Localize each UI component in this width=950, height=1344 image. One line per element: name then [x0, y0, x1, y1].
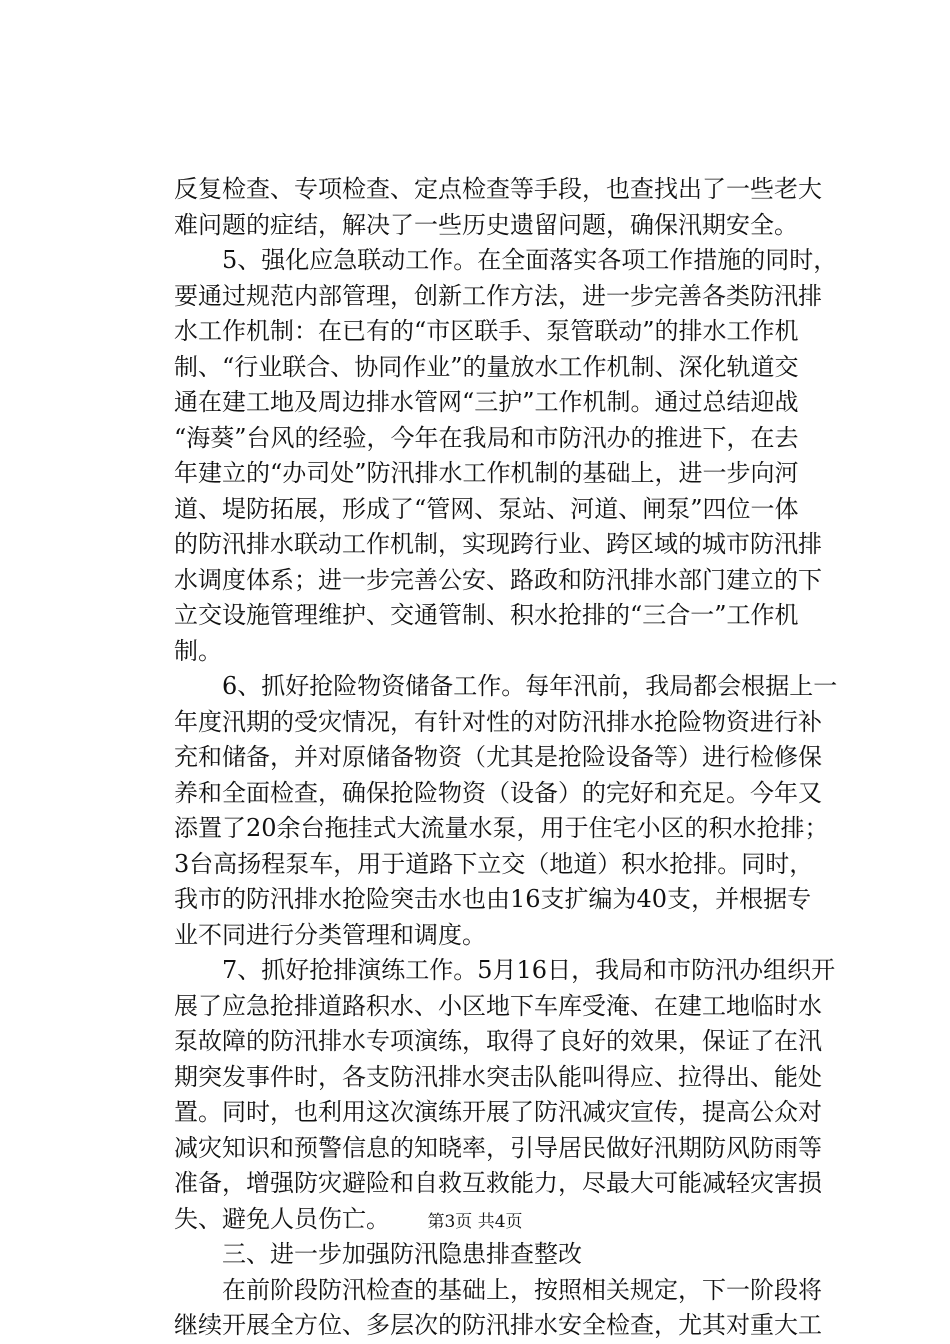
paragraph-start-line: 在前阶段防汛检查的基础上，按照相关规定，下一阶段将 — [222, 1275, 822, 1304]
section-heading: 三、进一步加强防汛隐患排查整改 — [222, 1240, 582, 1268]
text-line: 我市的防汛排水抢险突击水也由16支扩编为40支，并根据专 — [174, 885, 812, 913]
text-line: 置。同时，也利用这次演练开展了防汛减灾宣传，提高公众对 — [174, 1098, 822, 1126]
text-line: 添置了20余台拖挂式大流量水泵，用于住宅小区的积水抢排； — [174, 814, 829, 842]
text-line: 失、避免人员伤亡。 — [174, 1204, 390, 1233]
text-line: 道、堤防拓展，形成了“管网、泵站、河道、闸泵”四位一体 — [174, 494, 799, 523]
text-line: 准备，增强防灾避险和自救互救能力，尽最大可能减轻灾害损 — [174, 1169, 822, 1197]
text-line: 制、“行业联合、协同作业”的量放水工作机制、深化轨道交 — [174, 352, 799, 381]
text-line: 水工作机制：在已有的“市区联手、泵管联动”的排水工作机 — [174, 317, 799, 345]
text-line: 立交设施管理维护、交通管制、积水抢排的“三合一”工作机 — [174, 601, 799, 629]
text-line: 要通过规范内部管理，创新工作方法，进一步完善各类防汛排 — [174, 281, 822, 310]
paragraph-start-line: 6、抓好抢险物资储备工作。每年汛前，我局都会根据上一 — [222, 672, 838, 700]
text-line: 制。 — [174, 636, 222, 665]
text-line: 业不同进行分类管理和调度。 — [174, 920, 486, 949]
text-line: 展了应急抢排道路积水、小区地下车库受淹、在建工地临时水 — [174, 991, 822, 1020]
text-line: 年度汛期的受灾情况，有针对性的对防汛排水抢险物资进行补 — [174, 707, 822, 736]
text-line: 水调度体系；进一步完善公安、路政和防汛排水部门建立的下 — [174, 565, 822, 594]
text-line: 反复检查、专项检查、定点检查等手段，也查找出了一些老大 — [174, 175, 822, 203]
text-line: 减灾知识和预警信息的知晓率，引导居民做好汛期防风防雨等 — [174, 1133, 822, 1162]
text-line: 3台高扬程泵车，用于道路下立交（地道）积水抢排。同时， — [174, 849, 814, 878]
text-line: 泵故障的防汛排水专项演练，取得了良好的效果，保证了在汛 — [174, 1027, 822, 1055]
paragraph-start-line: 5、强化应急联动工作。在全面落实各项工作措施的同时， — [222, 246, 838, 274]
text-line: 难问题的症结，解决了一些历史遗留问题，确保汛期安全。 — [174, 210, 798, 239]
text-line: 充和储备，并对原储备物资（尤其是抢险设备等）进行检修保 — [174, 743, 822, 771]
text-line: 期突发事件时，各支防汛排水突击队能叫得应、拉得出、能处 — [174, 1062, 822, 1091]
text-line: 养和全面检查，确保抢险物资（设备）的完好和充足。今年又 — [174, 778, 822, 807]
page-number-footer: 第3页 共4页 — [427, 1212, 523, 1232]
document-body — [174, 172, 838, 1344]
text-line: “海葵”台风的经验，今年在我局和市防汛办的推进下，在去 — [174, 423, 799, 452]
text-line: 年建立的“办司处”防汛排水工作机制的基础上，进一步向河 — [174, 459, 799, 487]
text-line: 通在建工地及周边排水管网“三护”工作机制。通过总结迎战 — [174, 388, 799, 416]
text-line: 的防汛排水联动工作机制，实现跨行业、跨区域的城市防汛排 — [174, 530, 822, 558]
paragraph-start-line: 7、抓好抢排演练工作。5月16日，我局和市防汛办组织开 — [222, 956, 836, 984]
text-line: 继续开展全方位、多层次的防汛排水安全检查，尤其对重大工 — [174, 1311, 822, 1339]
